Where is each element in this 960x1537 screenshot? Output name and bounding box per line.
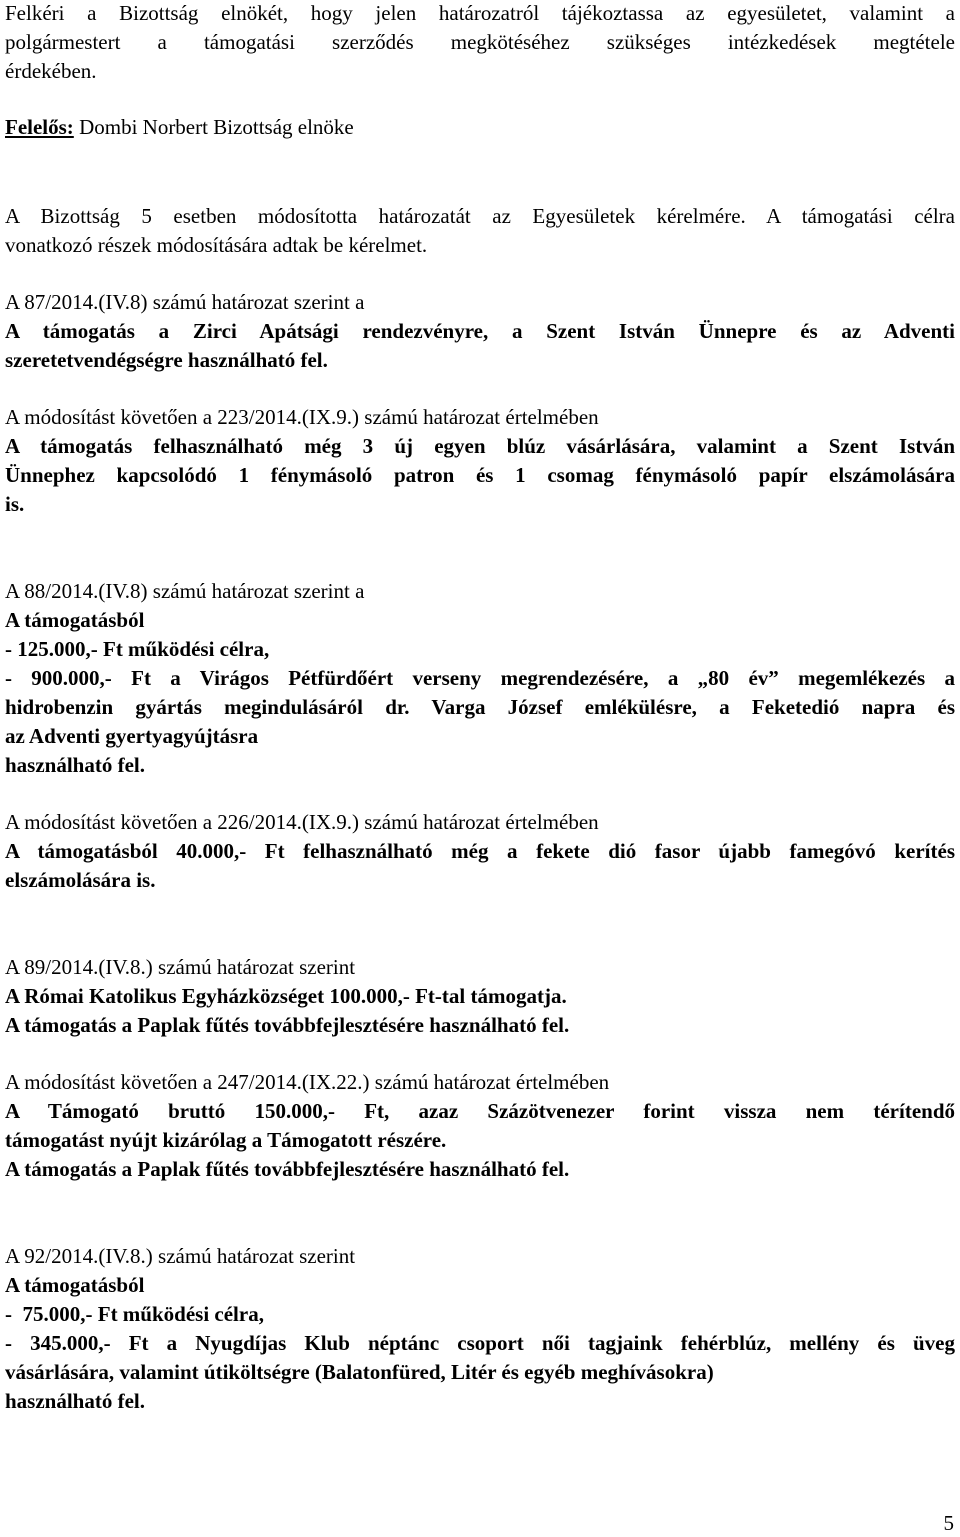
- decision-text: használható fel.: [5, 753, 146, 777]
- modification-text: Ünnephez kapcsolódó 1 fénymásoló patron és 1 csomag fénymásoló papír elszámolására: [5, 463, 955, 487]
- modification-text: is.: [5, 492, 25, 516]
- modification-text: elszámolására is.: [5, 868, 156, 892]
- decision-text: - 345.000,- Ft a Nyugdíjas Klub néptánc csoport női tagjaink fehérblúz, mellény és üveg: [5, 1331, 955, 1355]
- decision-text: A támogatás a Paplak fűtés továbbfejlesztésére használható fel.: [5, 1013, 570, 1037]
- responsible-label: Felelős:: [5, 115, 74, 139]
- decision-reference: A 92/2014.(IV.8.) számú határozat szerint: [5, 1244, 356, 1268]
- decision-reference: A 87/2014.(IV.8) számú határozat szerint a: [5, 290, 365, 314]
- page-number: 5: [943, 1511, 954, 1535]
- decision-text: A Római Katolikus Egyházközséget 100.000,- Ft-tal támogatja.: [5, 984, 567, 1008]
- summary-line: A Bizottság 5 esetben módosította határozatát az Egyesületek kérelmére. A támogatási célra: [5, 204, 955, 228]
- modification-text: A Támogató bruttó 150.000,- Ft, azaz Százötvenezer forint vissza nem térítendő: [5, 1099, 955, 1123]
- modification-reference: A módosítást követően a 226/2014.(IX.9.) számú határozat értelmében: [5, 810, 599, 834]
- decision-reference: A 89/2014.(IV.8.) számú határozat szerint: [5, 955, 356, 979]
- modification-reference: A módosítást követően a 247/2014.(IX.22.) számú határozat értelmében: [5, 1070, 610, 1094]
- decision-text: - 125.000,- Ft működési célra,: [5, 637, 270, 661]
- modification-text: A támogatásból 40.000,- Ft felhasználható még a fekete dió fasor újabb famegóvó kerítés: [5, 839, 955, 863]
- decision-reference: A 88/2014.(IV.8) számú határozat szerint a: [5, 579, 365, 603]
- decision-text: A támogatás a Zirci Apátsági rendezvényre, a Szent István Ünnepre és az Adventi: [5, 319, 955, 343]
- decision-text: az Adventi gyertyagyújtásra: [5, 724, 259, 748]
- intro-line: polgármestert a támogatási szerződés megkötéséhez szükséges intézkedések megtétele: [5, 30, 955, 54]
- decision-text: hidrobenzin gyártás megindulásáról dr. Varga József emlékülésre, a Feketedió napra és: [5, 695, 955, 719]
- responsible-line: [5, 115, 354, 139]
- responsible-value: Dombi Norbert Bizottság elnöke: [73, 115, 354, 139]
- intro-line: Felkéri a Bizottság elnökét, hogy jelen határozatról tájékoztassa az egyesületet, valamint a: [5, 1, 955, 25]
- intro-line: érdekében.: [5, 59, 97, 83]
- modification-text: A támogatás felhasználható még 3 új egyen blúz vásárlására, valamint a Szent István: [5, 434, 955, 458]
- decision-text: A támogatásból: [5, 608, 145, 632]
- decision-text: szeretetvendégségre használható fel.: [5, 348, 328, 372]
- decision-text: A támogatásból: [5, 1273, 145, 1297]
- modification-reference: A módosítást követően a 223/2014.(IX.9.) számú határozat értelmében: [5, 405, 599, 429]
- decision-text: - 900.000,- Ft a Virágos Pétfürdőért verseny megrendezésére, a „80 év” megemlékezés a: [5, 666, 955, 690]
- modification-text: támogatást nyújt kizárólag a Támogatott részére.: [5, 1128, 447, 1152]
- summary-line: vonatkozó részek módosítására adtak be kérelmet.: [5, 233, 428, 257]
- decision-text: használható fel.: [5, 1389, 146, 1413]
- decision-text: - 75.000,- Ft működési célra,: [5, 1302, 264, 1326]
- modification-text: A támogatás a Paplak fűtés továbbfejlesztésére használható fel.: [5, 1157, 570, 1181]
- decision-text: vásárlására, valamint útiköltségre (Balatonfüred, Litér és egyéb meghívásokra): [5, 1360, 714, 1384]
